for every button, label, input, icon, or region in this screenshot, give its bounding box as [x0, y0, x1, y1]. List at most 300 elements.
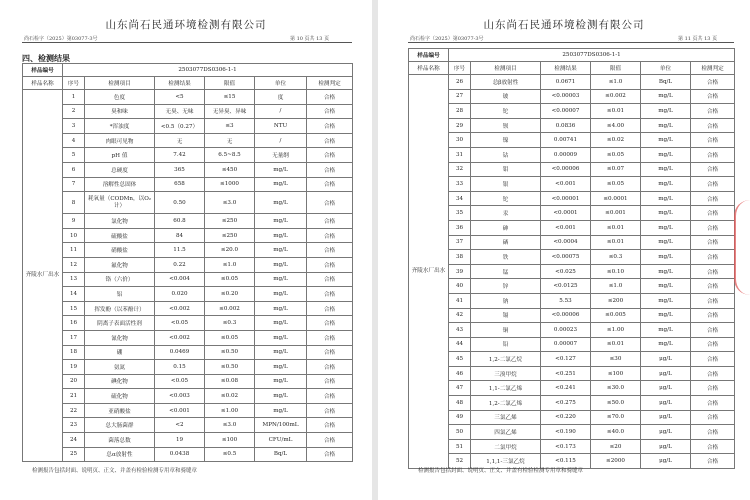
- row-result: <0.00003: [541, 89, 591, 104]
- row-no: 31: [449, 147, 471, 162]
- table-row: [409, 75, 735, 90]
- row-no: 50: [449, 425, 471, 440]
- header-row: [23, 77, 353, 90]
- table-row: [409, 162, 735, 177]
- row-result: <0.002: [155, 330, 205, 345]
- header-unit: 单位: [641, 62, 691, 75]
- row-item: 1,1,1-三氯乙烷: [471, 454, 541, 469]
- table-row: [409, 293, 735, 308]
- row-result: <0.0125: [541, 279, 591, 294]
- row-no: 44: [449, 337, 471, 352]
- row-verdict: 合格: [691, 439, 735, 454]
- row-limit: ≤250: [205, 214, 255, 229]
- row-result: <0.5（0.27）: [155, 119, 205, 134]
- row-item: 氨氮: [85, 360, 155, 375]
- row-no: 7: [63, 177, 85, 192]
- row-no: 49: [449, 410, 471, 425]
- row-no: 26: [449, 75, 471, 90]
- row-item: 挥发酚（以苯酚计）: [85, 301, 155, 316]
- row-limit: ≤0.01: [591, 104, 641, 119]
- row-unit: mg/L: [641, 235, 691, 250]
- row-unit: μg/L: [641, 439, 691, 454]
- header-rule: [22, 42, 352, 43]
- row-item: 砷: [471, 220, 541, 235]
- row-no: 4: [63, 133, 85, 148]
- row-verdict: 合格: [691, 279, 735, 294]
- row-no: 10: [63, 228, 85, 243]
- row-no: 41: [449, 293, 471, 308]
- row-limit: ≤20: [591, 439, 641, 454]
- table-row: [23, 133, 353, 148]
- row-result: <0.001: [155, 403, 205, 418]
- row-unit: /: [255, 133, 307, 148]
- row-verdict: 合格: [691, 89, 735, 104]
- table-row: [23, 330, 353, 345]
- row-no: 30: [449, 133, 471, 148]
- table-row: [23, 403, 353, 418]
- row-unit: 无量纲: [255, 148, 307, 163]
- table-row: [23, 162, 353, 177]
- row-item: 1,1-二氯乙烯: [471, 381, 541, 396]
- header-limit: 限值: [205, 77, 255, 90]
- row-limit: ≤0.05: [205, 272, 255, 287]
- row-item: 汞: [471, 206, 541, 221]
- table-row: [409, 410, 735, 425]
- row-result: <0.00001: [541, 191, 591, 206]
- row-item: 钡: [471, 118, 541, 133]
- row-unit: μg/L: [641, 396, 691, 411]
- row-item: 氰化物: [85, 330, 155, 345]
- row-item: 硼: [85, 345, 155, 360]
- row-result: 无: [155, 133, 205, 148]
- row-no: 42: [449, 308, 471, 323]
- row-no: 46: [449, 366, 471, 381]
- row-limit: ≤1000: [205, 177, 255, 192]
- row-verdict: 合格: [307, 360, 353, 375]
- table-row: [409, 381, 735, 396]
- table-row: [409, 104, 735, 119]
- row-result: <0.0004: [541, 235, 591, 250]
- table-row: [409, 177, 735, 192]
- row-limit: ≤200: [591, 293, 641, 308]
- row-item: 二氯甲烷: [471, 439, 541, 454]
- row-limit: ≤0.0001: [591, 191, 641, 206]
- row-limit: ≤15: [205, 90, 255, 105]
- row-no: 5: [63, 148, 85, 163]
- row-verdict: 合格: [307, 374, 353, 389]
- row-verdict: 合格: [691, 220, 735, 235]
- row-verdict: 合格: [307, 301, 353, 316]
- footer-note: 检测报告包括封面、说明页、正文、并盖有检验检测专用章和骑缝章: [418, 468, 584, 474]
- row-unit: NTU: [255, 119, 307, 134]
- row-unit: mg/L: [641, 191, 691, 206]
- table-row: [23, 177, 353, 192]
- row-result: <0.002: [155, 301, 205, 316]
- row-item: *浑浊度: [85, 119, 155, 134]
- table-row: [23, 192, 353, 214]
- row-item: 总β放射性: [471, 75, 541, 90]
- row-item: 硫化物: [85, 389, 155, 404]
- row-item: 锌: [471, 279, 541, 294]
- row-unit: mg/L: [255, 374, 307, 389]
- row-verdict: 合格: [691, 162, 735, 177]
- row-unit: mg/L: [641, 293, 691, 308]
- row-verdict: 合格: [307, 243, 353, 258]
- row-result: <0.025: [541, 264, 591, 279]
- row-limit: ≤30: [591, 352, 641, 367]
- row-result: 0.22: [155, 257, 205, 272]
- row-limit: ≤0.50: [205, 345, 255, 360]
- row-verdict: 合格: [307, 389, 353, 404]
- row-unit: mg/L: [255, 257, 307, 272]
- table-row: [409, 279, 735, 294]
- sample-no-value: 2503077DS0306-1-1: [63, 64, 353, 77]
- row-verdict: 合格: [691, 118, 735, 133]
- row-no: 25: [63, 447, 85, 462]
- row-item: 硫酸盐: [85, 228, 155, 243]
- row-item: 1,2-二氯乙烷: [471, 352, 541, 367]
- table-row: [23, 301, 353, 316]
- row-limit: ≤0.05: [205, 330, 255, 345]
- table-row: [23, 214, 353, 229]
- row-result: <0.001: [541, 220, 591, 235]
- row-no: 15: [63, 301, 85, 316]
- row-item: pH 值: [85, 148, 155, 163]
- row-verdict: 合格: [307, 345, 353, 360]
- row-unit: mg/L: [641, 177, 691, 192]
- table-row: [409, 147, 735, 162]
- row-no: 1: [63, 90, 85, 105]
- row-unit: mg/L: [255, 403, 307, 418]
- row-verdict: 合格: [307, 287, 353, 302]
- row-verdict: 合格: [307, 316, 353, 331]
- row-result: <0.05: [155, 316, 205, 331]
- row-no: 22: [63, 403, 85, 418]
- header-row: [409, 62, 735, 75]
- row-item: 铊: [471, 104, 541, 119]
- row-result: 0.0671: [541, 75, 591, 90]
- row-verdict: 合格: [691, 410, 735, 425]
- row-verdict: 合格: [691, 75, 735, 90]
- row-unit: mg/L: [641, 250, 691, 265]
- report-page-left: [0, 0, 372, 500]
- table-row: [23, 90, 353, 105]
- sample-no-row: [23, 64, 353, 77]
- table-row: [409, 264, 735, 279]
- row-no: 38: [449, 250, 471, 265]
- row-unit: CFU/mL: [255, 433, 307, 448]
- row-result: 365: [155, 162, 205, 177]
- row-verdict: 合格: [307, 192, 353, 214]
- row-item: 亚硝酸盐: [85, 403, 155, 418]
- row-unit: mg/L: [255, 243, 307, 258]
- row-result: 84: [155, 228, 205, 243]
- row-no: 34: [449, 191, 471, 206]
- table-row: [409, 220, 735, 235]
- header-limit: 限值: [591, 62, 641, 75]
- row-item: 铬（六价）: [85, 272, 155, 287]
- table-row: [23, 447, 353, 462]
- row-no: 32: [449, 162, 471, 177]
- row-item: 阴离子表面活性剂: [85, 316, 155, 331]
- table-row: [409, 308, 735, 323]
- row-item: 总大肠菌群: [85, 418, 155, 433]
- row-no: 52: [449, 454, 471, 469]
- sample-no-label: 样品编号: [409, 49, 449, 62]
- row-no: 36: [449, 220, 471, 235]
- sample-name-cell: 齐陵水厂出水: [23, 90, 63, 462]
- row-result: 0.0438: [155, 447, 205, 462]
- row-verdict: 合格: [307, 228, 353, 243]
- row-no: 28: [449, 104, 471, 119]
- row-unit: mg/L: [255, 162, 307, 177]
- row-item: 银: [471, 177, 541, 192]
- row-unit: MPN/100mL: [255, 418, 307, 433]
- row-limit: ≤450: [205, 162, 255, 177]
- row-no: 29: [449, 118, 471, 133]
- row-limit: ≤70.0: [591, 410, 641, 425]
- row-no: 19: [63, 360, 85, 375]
- company-name: 山东尚石民通环境检测有限公司: [483, 19, 645, 31]
- row-verdict: 合格: [691, 235, 735, 250]
- row-verdict: 合格: [307, 177, 353, 192]
- row-item: 四氯乙烯: [471, 425, 541, 440]
- row-result: 0.0469: [155, 345, 205, 360]
- row-no: 11: [63, 243, 85, 258]
- table-row: [23, 433, 353, 448]
- row-result: <0.003: [155, 389, 205, 404]
- table-row: [409, 235, 735, 250]
- row-limit: ≤0.50: [205, 360, 255, 375]
- row-limit: 无异臭、异味: [205, 104, 255, 119]
- row-result: <0.241: [541, 381, 591, 396]
- results-table: [408, 48, 735, 469]
- row-verdict: 合格: [691, 206, 735, 221]
- table-row: [23, 148, 353, 163]
- row-no: 6: [63, 162, 85, 177]
- row-unit: /: [255, 104, 307, 119]
- row-unit: mg/L: [641, 308, 691, 323]
- row-unit: mg/L: [641, 279, 691, 294]
- header-unit: 单位: [255, 77, 307, 90]
- row-item: 锰: [471, 264, 541, 279]
- row-item: 溶解性总固体: [85, 177, 155, 192]
- row-unit: μg/L: [641, 366, 691, 381]
- row-limit: ≤30.0: [591, 381, 641, 396]
- header-result: 检测结果: [155, 77, 205, 90]
- table-row: [23, 360, 353, 375]
- row-limit: ≤3: [205, 119, 255, 134]
- row-result: 5.53: [541, 293, 591, 308]
- row-unit: mg/L: [255, 228, 307, 243]
- row-unit: Bq/L: [641, 75, 691, 90]
- row-limit: ≤0.002: [205, 301, 255, 316]
- row-item: 总硬度: [85, 162, 155, 177]
- row-no: 8: [63, 192, 85, 214]
- row-unit: mg/L: [641, 323, 691, 338]
- row-unit: mg/L: [641, 337, 691, 352]
- table-row: [23, 287, 353, 302]
- row-unit: μg/L: [641, 454, 691, 469]
- row-unit: mg/L: [255, 287, 307, 302]
- report-page-right: [378, 0, 750, 500]
- row-unit: mg/L: [255, 345, 307, 360]
- row-result: 11.5: [155, 243, 205, 258]
- row-verdict: 合格: [307, 133, 353, 148]
- row-item: 总α放射性: [85, 447, 155, 462]
- row-limit: ≤20.0: [205, 243, 255, 258]
- row-item: 硒: [471, 235, 541, 250]
- row-no: 13: [63, 272, 85, 287]
- page-number: 第 11 页共 13 页: [678, 36, 718, 42]
- row-limit: ≤100: [591, 366, 641, 381]
- seam-seal: [734, 200, 750, 295]
- row-unit: mg/L: [641, 118, 691, 133]
- row-no: 3: [63, 119, 85, 134]
- row-result: 60.8: [155, 214, 205, 229]
- row-verdict: 合格: [691, 264, 735, 279]
- table-row: [409, 366, 735, 381]
- row-result: <0.05: [155, 374, 205, 389]
- row-result: <0.00075: [541, 250, 591, 265]
- row-verdict: 合格: [691, 323, 735, 338]
- row-no: 40: [449, 279, 471, 294]
- row-unit: mg/L: [255, 316, 307, 331]
- row-result: 7.42: [155, 148, 205, 163]
- table-row: [23, 257, 353, 272]
- row-verdict: 合格: [307, 104, 353, 119]
- row-item: 铜: [471, 323, 541, 338]
- row-result: 0.00741: [541, 133, 591, 148]
- row-item: 色度: [85, 90, 155, 105]
- row-result: <0.115: [541, 454, 591, 469]
- row-unit: mg/L: [255, 330, 307, 345]
- row-result: 0.00023: [541, 323, 591, 338]
- row-unit: mg/L: [255, 192, 307, 214]
- sample-no-label: 样品编号: [23, 64, 63, 77]
- row-result: <0.220: [541, 410, 591, 425]
- row-item: 耗氧量（CODMn，以O₂计）: [85, 192, 155, 214]
- table-row: [23, 243, 353, 258]
- row-item: 铁: [471, 250, 541, 265]
- row-no: 23: [63, 418, 85, 433]
- header-verdict: 检测判定: [307, 77, 353, 90]
- row-verdict: 合格: [691, 366, 735, 381]
- row-result: <0.00006: [541, 162, 591, 177]
- row-limit: ≤0.002: [591, 89, 641, 104]
- row-limit: ≤3.0: [205, 418, 255, 433]
- row-verdict: 合格: [691, 381, 735, 396]
- sample-no-value: 2503077DS0306-1-1: [449, 49, 735, 62]
- table-row: [23, 228, 353, 243]
- row-result: <5: [155, 90, 205, 105]
- header-item: 检测项目: [471, 62, 541, 75]
- table-row: [409, 250, 735, 265]
- row-item: 氯化物: [85, 214, 155, 229]
- row-limit: ≤100: [205, 433, 255, 448]
- row-no: 18: [63, 345, 85, 360]
- row-limit: ≤0.02: [205, 389, 255, 404]
- row-unit: 度: [255, 90, 307, 105]
- table-row: [23, 389, 353, 404]
- row-limit: ≤50.0: [591, 396, 641, 411]
- row-verdict: 合格: [691, 337, 735, 352]
- row-no: 9: [63, 214, 85, 229]
- row-result: <0.251: [541, 366, 591, 381]
- footer-note: 检测报告包括封面、说明页、正文、并盖有检验检测专用章和骑缝章: [32, 468, 198, 474]
- row-result: 0.020: [155, 287, 205, 302]
- row-limit: ≤3.0: [205, 192, 255, 214]
- row-item: 镉: [471, 308, 541, 323]
- header-sample-name: 样品名称: [23, 77, 63, 90]
- row-item: 钴: [471, 147, 541, 162]
- row-item: 氟化物: [85, 257, 155, 272]
- row-unit: μg/L: [641, 410, 691, 425]
- row-unit: mg/L: [641, 264, 691, 279]
- row-item: 铍: [471, 89, 541, 104]
- row-item: 铅: [471, 337, 541, 352]
- row-unit: mg/L: [255, 301, 307, 316]
- row-no: 45: [449, 352, 471, 367]
- row-unit: mg/L: [641, 133, 691, 148]
- header-no: 序号: [449, 62, 471, 75]
- row-limit: ≤0.5: [205, 447, 255, 462]
- table-row: [23, 316, 353, 331]
- results-table: [22, 63, 353, 462]
- row-unit: mg/L: [641, 162, 691, 177]
- header-rule: [408, 42, 734, 43]
- row-limit: ≤1.0: [205, 257, 255, 272]
- row-result: 19: [155, 433, 205, 448]
- table-row: [409, 191, 735, 206]
- row-limit: ≤0.01: [591, 337, 641, 352]
- row-limit: ≤0.005: [591, 308, 641, 323]
- row-limit: ≤0.07: [591, 162, 641, 177]
- header-sample-name: 样品名称: [409, 62, 449, 75]
- row-no: 43: [449, 323, 471, 338]
- row-limit: ≤4.00: [591, 118, 641, 133]
- row-no: 24: [63, 433, 85, 448]
- row-verdict: 合格: [691, 396, 735, 411]
- table-row: [23, 345, 353, 360]
- row-verdict: 合格: [307, 119, 353, 134]
- row-verdict: 合格: [691, 425, 735, 440]
- row-no: 17: [63, 330, 85, 345]
- sample-name-cell: 齐陵水厂出水: [409, 75, 449, 469]
- row-item: 1,2-二氯乙烯: [471, 396, 541, 411]
- row-result: <0.001: [541, 177, 591, 192]
- row-result: <2: [155, 418, 205, 433]
- row-item: 硝酸盐: [85, 243, 155, 258]
- row-verdict: 合格: [307, 214, 353, 229]
- header-item: 检测项目: [85, 77, 155, 90]
- table-row: [23, 374, 353, 389]
- row-verdict: 合格: [307, 162, 353, 177]
- row-no: 48: [449, 396, 471, 411]
- row-verdict: 合格: [307, 148, 353, 163]
- header-verdict: 检测判定: [691, 62, 735, 75]
- row-result: <0.004: [155, 272, 205, 287]
- row-verdict: 合格: [691, 352, 735, 367]
- row-result: <0.173: [541, 439, 591, 454]
- row-no: 21: [63, 389, 85, 404]
- row-verdict: 合格: [691, 250, 735, 265]
- row-item: 铝: [85, 287, 155, 302]
- row-limit: ≤0.3: [205, 316, 255, 331]
- table-row: [409, 133, 735, 148]
- row-verdict: 合格: [307, 447, 353, 462]
- row-verdict: 合格: [307, 272, 353, 287]
